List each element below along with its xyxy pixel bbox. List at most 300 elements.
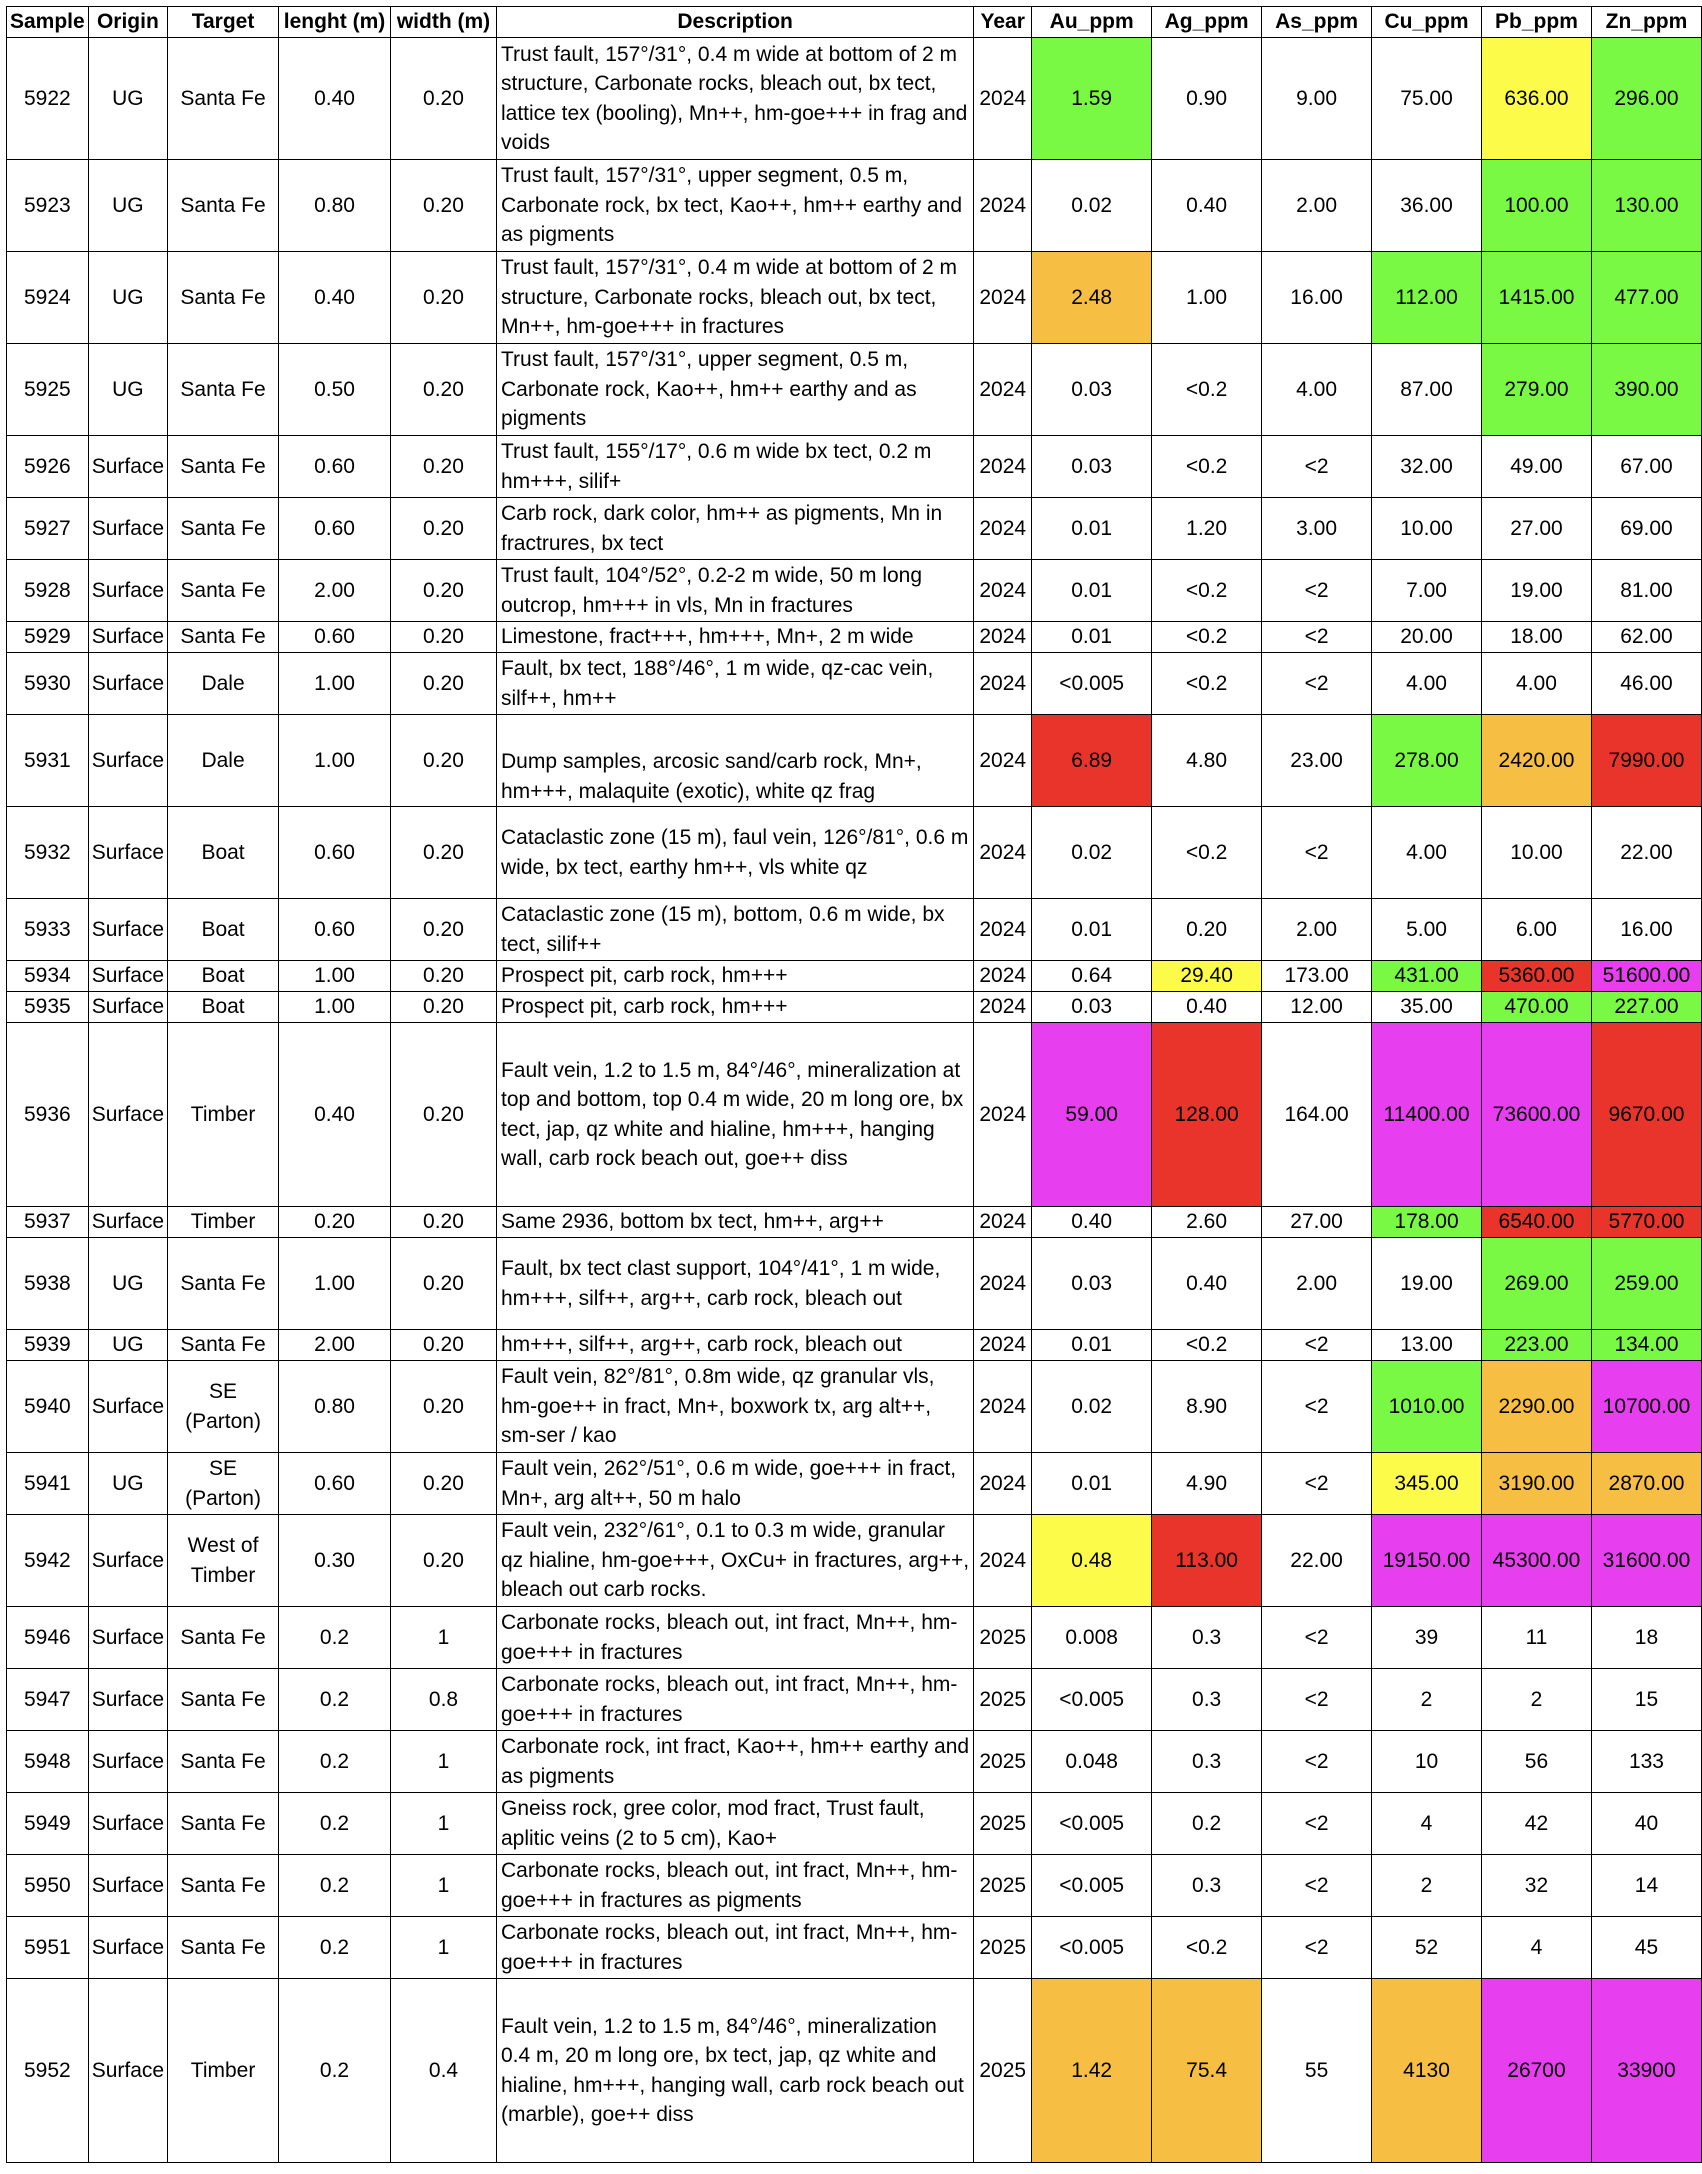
cell-pb: 10.00	[1482, 807, 1592, 899]
cell-pb: 269.00	[1482, 1238, 1592, 1330]
cell-ag: 0.3	[1152, 1731, 1262, 1793]
cell-cu: 32.00	[1372, 436, 1482, 498]
cell-length: 0.60	[279, 436, 391, 498]
table-row	[7, 899, 1702, 961]
cell-length: 0.60	[279, 807, 391, 899]
cell-origin: Surface	[88, 498, 167, 560]
cell-length: 1.00	[279, 992, 391, 1023]
cell-origin: Surface	[88, 961, 167, 992]
cell-cu: 278.00	[1372, 715, 1482, 807]
cell-pb: 2	[1482, 1669, 1592, 1731]
cell-sample: 5951	[7, 1917, 89, 1979]
cell-cu: 10.00	[1372, 498, 1482, 560]
cell-zn: 45	[1591, 1917, 1701, 1979]
cell-as: <2	[1262, 1607, 1372, 1669]
cell-zn: 15	[1591, 1669, 1701, 1731]
cell-sample: 5925	[7, 344, 89, 436]
cell-origin: Surface	[88, 622, 167, 653]
cell-pb: 18.00	[1482, 622, 1592, 653]
cell-description: Fault vein, 82°/81°, 0.8m wide, qz granular vls, hm-goe++ in fract, Mn+, boxwork tx, arg alt++, sm-ser / kao	[496, 1361, 973, 1453]
cell-width: 0.20	[391, 1238, 497, 1330]
cell-target: Dale	[168, 715, 279, 807]
cell-width: 0.20	[391, 38, 497, 160]
cell-pb: 636.00	[1482, 38, 1592, 160]
cell-width: 0.20	[391, 1207, 497, 1238]
cell-as: 173.00	[1262, 961, 1372, 992]
cell-origin: Surface	[88, 1917, 167, 1979]
cell-year: 2024	[974, 715, 1032, 807]
cell-as: 2.00	[1262, 160, 1372, 252]
cell-width: 0.20	[391, 653, 497, 715]
cell-year: 2024	[974, 436, 1032, 498]
cell-target: Boat	[168, 807, 279, 899]
cell-sample: 5926	[7, 436, 89, 498]
cell-target: SE (Parton)	[168, 1453, 279, 1515]
cell-sample: 5937	[7, 1207, 89, 1238]
cell-au: 0.02	[1032, 1361, 1152, 1453]
cell-length: 0.60	[279, 899, 391, 961]
cell-year: 2025	[974, 1855, 1032, 1917]
cell-cu: 4	[1372, 1793, 1482, 1855]
cell-length: 2.00	[279, 1330, 391, 1361]
cell-as: <2	[1262, 1361, 1372, 1453]
cell-zn: 40	[1591, 1793, 1701, 1855]
header-target: Target	[168, 7, 279, 38]
cell-target: Santa Fe	[168, 344, 279, 436]
cell-cu: 7.00	[1372, 560, 1482, 622]
cell-length: 0.2	[279, 1607, 391, 1669]
cell-description: Carbonate rock, int fract, Kao++, hm++ earthy and as pigments	[496, 1731, 973, 1793]
cell-length: 0.80	[279, 1361, 391, 1453]
cell-target: Santa Fe	[168, 1669, 279, 1731]
cell-length: 0.2	[279, 1917, 391, 1979]
cell-ag: 113.00	[1152, 1515, 1262, 1607]
cell-origin: Surface	[88, 436, 167, 498]
cell-au: 0.008	[1032, 1607, 1152, 1669]
cell-au: 0.048	[1032, 1731, 1152, 1793]
table-body	[7, 38, 1702, 2163]
cell-width: 0.20	[391, 1361, 497, 1453]
cell-cu: 178.00	[1372, 1207, 1482, 1238]
cell-ag: 0.40	[1152, 160, 1262, 252]
cell-year: 2024	[974, 38, 1032, 160]
cell-pb: 6.00	[1482, 899, 1592, 961]
table-row	[7, 560, 1702, 622]
cell-origin: Surface	[88, 899, 167, 961]
cell-as: 16.00	[1262, 252, 1372, 344]
cell-sample: 5947	[7, 1669, 89, 1731]
cell-year: 2024	[974, 344, 1032, 436]
cell-target: SE (Parton)	[168, 1361, 279, 1453]
cell-cu: 20.00	[1372, 622, 1482, 653]
header-as: As_ppm	[1262, 7, 1372, 38]
cell-origin: UG	[88, 1238, 167, 1330]
cell-au: 1.59	[1032, 38, 1152, 160]
cell-pb: 56	[1482, 1731, 1592, 1793]
cell-zn: 14	[1591, 1855, 1701, 1917]
cell-as: <2	[1262, 1917, 1372, 1979]
cell-target: Santa Fe	[168, 498, 279, 560]
cell-width: 0.20	[391, 1515, 497, 1607]
header-length: lenght (m)	[279, 7, 391, 38]
cell-as: 12.00	[1262, 992, 1372, 1023]
cell-origin: UG	[88, 160, 167, 252]
table-row	[7, 653, 1702, 715]
cell-zn: 259.00	[1591, 1238, 1701, 1330]
cell-pb: 6540.00	[1482, 1207, 1592, 1238]
cell-au: <0.005	[1032, 1917, 1152, 1979]
cell-description: Trust fault, 157°/31°, 0.4 m wide at bottom of 2 m structure, Carbonate rocks, bleach out, bx tect, lattice tex (booling), Mn++, hm-goe+++ in frag and voids	[496, 38, 973, 160]
cell-length: 0.60	[279, 1453, 391, 1515]
cell-sample: 5950	[7, 1855, 89, 1917]
cell-origin: Surface	[88, 992, 167, 1023]
cell-as: <2	[1262, 436, 1372, 498]
cell-year: 2024	[974, 1515, 1032, 1607]
cell-sample: 5940	[7, 1361, 89, 1453]
header-ag: Ag_ppm	[1152, 7, 1262, 38]
cell-sample: 5930	[7, 653, 89, 715]
cell-pb: 42	[1482, 1793, 1592, 1855]
cell-width: 0.20	[391, 1453, 497, 1515]
cell-description: Carb rock, dark color, hm++ as pigments, Mn in fractrures, bx tect	[496, 498, 973, 560]
cell-year: 2025	[974, 1979, 1032, 2163]
cell-target: Dale	[168, 653, 279, 715]
cell-ag: 4.90	[1152, 1453, 1262, 1515]
cell-zn: 133	[1591, 1731, 1701, 1793]
cell-description: Prospect pit, carb rock, hm+++	[496, 961, 973, 992]
cell-ag: <0.2	[1152, 344, 1262, 436]
cell-description: Carbonate rocks, bleach out, int fract, Mn++, hm-goe+++ in fractures	[496, 1669, 973, 1731]
cell-year: 2025	[974, 1731, 1032, 1793]
cell-target: Santa Fe	[168, 1731, 279, 1793]
cell-pb: 2290.00	[1482, 1361, 1592, 1453]
header-year: Year	[974, 7, 1032, 38]
cell-as: <2	[1262, 807, 1372, 899]
cell-description: Fault vein, 1.2 to 1.5 m, 84°/46°, mineralization at top and bottom, top 0.4 m wide, 20 m long ore, bx tect, jap, qz white and hialine, hm+++, hanging wall, carb rock beach out, goe++ diss	[496, 1023, 973, 1207]
cell-cu: 10	[1372, 1731, 1482, 1793]
cell-zn: 31600.00	[1591, 1515, 1701, 1607]
cell-ag: 0.3	[1152, 1669, 1262, 1731]
cell-ag: 1.20	[1152, 498, 1262, 560]
cell-year: 2024	[974, 1453, 1032, 1515]
cell-origin: Surface	[88, 1793, 167, 1855]
cell-sample: 5922	[7, 38, 89, 160]
cell-sample: 5932	[7, 807, 89, 899]
cell-zn: 5770.00	[1591, 1207, 1701, 1238]
cell-cu: 75.00	[1372, 38, 1482, 160]
cell-au: 0.03	[1032, 344, 1152, 436]
cell-year: 2024	[974, 653, 1032, 715]
cell-sample: 5929	[7, 622, 89, 653]
cell-origin: UG	[88, 344, 167, 436]
cell-ag: 0.40	[1152, 992, 1262, 1023]
table-row	[7, 1361, 1702, 1453]
cell-description: Prospect pit, carb rock, hm+++	[496, 992, 973, 1023]
cell-sample: 5927	[7, 498, 89, 560]
cell-origin: Surface	[88, 653, 167, 715]
cell-length: 2.00	[279, 560, 391, 622]
cell-pb: 49.00	[1482, 436, 1592, 498]
cell-cu: 345.00	[1372, 1453, 1482, 1515]
cell-description: Fault, bx tect clast support, 104°/41°, 1 m wide, hm+++, silf++, arg++, carb rock, bleach out	[496, 1238, 973, 1330]
cell-width: 0.20	[391, 992, 497, 1023]
cell-target: Santa Fe	[168, 160, 279, 252]
cell-cu: 4.00	[1372, 653, 1482, 715]
cell-length: 0.2	[279, 1855, 391, 1917]
cell-cu: 112.00	[1372, 252, 1482, 344]
cell-description: Carbonate rocks, bleach out, int fract, Mn++, hm-goe+++ in fractures as pigments	[496, 1855, 973, 1917]
cell-ag: 128.00	[1152, 1023, 1262, 1207]
cell-width: 0.4	[391, 1979, 497, 2163]
cell-target: Boat	[168, 961, 279, 992]
cell-length: 0.80	[279, 160, 391, 252]
cell-cu: 11400.00	[1372, 1023, 1482, 1207]
cell-cu: 19.00	[1372, 1238, 1482, 1330]
cell-au: 0.01	[1032, 899, 1152, 961]
cell-au: 2.48	[1032, 252, 1152, 344]
cell-as: <2	[1262, 1731, 1372, 1793]
cell-pb: 5360.00	[1482, 961, 1592, 992]
cell-target: Boat	[168, 992, 279, 1023]
cell-ag: 0.3	[1152, 1607, 1262, 1669]
cell-zn: 390.00	[1591, 344, 1701, 436]
cell-width: 1	[391, 1917, 497, 1979]
cell-au: 0.64	[1032, 961, 1152, 992]
cell-cu: 2	[1372, 1669, 1482, 1731]
cell-description: Fault vein, 262°/51°, 0.6 m wide, goe+++ in fract, Mn+, arg alt++, 50 m halo	[496, 1453, 973, 1515]
cell-zn: 296.00	[1591, 38, 1701, 160]
cell-target: Santa Fe	[168, 1238, 279, 1330]
cell-year: 2024	[974, 1207, 1032, 1238]
table-row	[7, 1979, 1702, 2163]
cell-as: 4.00	[1262, 344, 1372, 436]
cell-target: Santa Fe	[168, 252, 279, 344]
cell-sample: 5933	[7, 899, 89, 961]
cell-origin: Surface	[88, 1855, 167, 1917]
cell-year: 2024	[974, 252, 1032, 344]
header-width: width (m)	[391, 7, 497, 38]
cell-ag: <0.2	[1152, 436, 1262, 498]
cell-description: Trust fault, 157°/31°, upper segment, 0.5 m, Carbonate rock, Kao++, hm++ earthy and as pigments	[496, 344, 973, 436]
cell-zn: 18	[1591, 1607, 1701, 1669]
table-row	[7, 1855, 1702, 1917]
cell-width: 0.20	[391, 807, 497, 899]
cell-width: 0.8	[391, 1669, 497, 1731]
cell-target: West of Timber	[168, 1515, 279, 1607]
table-row	[7, 1023, 1702, 1207]
cell-pb: 279.00	[1482, 344, 1592, 436]
cell-ag: <0.2	[1152, 622, 1262, 653]
cell-target: Santa Fe	[168, 1607, 279, 1669]
header-row	[7, 7, 1702, 38]
cell-ag: <0.2	[1152, 1917, 1262, 1979]
cell-target: Boat	[168, 899, 279, 961]
cell-as: 27.00	[1262, 1207, 1372, 1238]
cell-zn: 134.00	[1591, 1330, 1701, 1361]
cell-origin: Surface	[88, 1979, 167, 2163]
cell-pb: 45300.00	[1482, 1515, 1592, 1607]
table-row	[7, 160, 1702, 252]
cell-au: 0.01	[1032, 622, 1152, 653]
cell-origin: UG	[88, 1330, 167, 1361]
header-origin: Origin	[88, 7, 167, 38]
cell-origin: UG	[88, 252, 167, 344]
cell-description: Limestone, fract+++, hm+++, Mn+, 2 m wide	[496, 622, 973, 653]
cell-description: Fault, bx tect, 188°/46°, 1 m wide, qz-cac vein, silf++, hm++	[496, 653, 973, 715]
table-row	[7, 1330, 1702, 1361]
cell-target: Timber	[168, 1207, 279, 1238]
cell-ag: 1.00	[1152, 252, 1262, 344]
cell-length: 1.00	[279, 1238, 391, 1330]
cell-zn: 67.00	[1591, 436, 1701, 498]
cell-year: 2025	[974, 1607, 1032, 1669]
cell-pb: 470.00	[1482, 992, 1592, 1023]
cell-length: 0.20	[279, 1207, 391, 1238]
cell-year: 2024	[974, 1023, 1032, 1207]
cell-ag: 4.80	[1152, 715, 1262, 807]
cell-origin: Surface	[88, 1023, 167, 1207]
cell-length: 0.2	[279, 1793, 391, 1855]
cell-au: 0.03	[1032, 1238, 1152, 1330]
cell-sample: 5939	[7, 1330, 89, 1361]
cell-width: 0.20	[391, 436, 497, 498]
cell-width: 1	[391, 1607, 497, 1669]
cell-as: <2	[1262, 560, 1372, 622]
cell-ag: 29.40	[1152, 961, 1262, 992]
cell-ag: 0.2	[1152, 1793, 1262, 1855]
cell-description: Carbonate rocks, bleach out, int fract, Mn++, hm-goe+++ in fractures	[496, 1607, 973, 1669]
cell-zn: 69.00	[1591, 498, 1701, 560]
cell-as: 2.00	[1262, 899, 1372, 961]
cell-sample: 5935	[7, 992, 89, 1023]
cell-sample: 5942	[7, 1515, 89, 1607]
table-row	[7, 38, 1702, 160]
cell-pb: 19.00	[1482, 560, 1592, 622]
cell-length: 0.2	[279, 1731, 391, 1793]
cell-zn: 62.00	[1591, 622, 1701, 653]
cell-target: Santa Fe	[168, 1917, 279, 1979]
cell-as: <2	[1262, 1855, 1372, 1917]
cell-year: 2024	[974, 622, 1032, 653]
cell-au: <0.005	[1032, 1793, 1152, 1855]
cell-width: 0.20	[391, 160, 497, 252]
cell-as: <2	[1262, 653, 1372, 715]
cell-zn: 16.00	[1591, 899, 1701, 961]
cell-width: 0.20	[391, 344, 497, 436]
cell-cu: 35.00	[1372, 992, 1482, 1023]
cell-pb: 11	[1482, 1607, 1592, 1669]
cell-width: 0.20	[391, 498, 497, 560]
cell-as: 9.00	[1262, 38, 1372, 160]
cell-cu: 431.00	[1372, 961, 1482, 992]
cell-pb: 223.00	[1482, 1330, 1592, 1361]
cell-origin: Surface	[88, 1731, 167, 1793]
cell-ag: 2.60	[1152, 1207, 1262, 1238]
cell-sample: 5934	[7, 961, 89, 992]
cell-zn: 130.00	[1591, 160, 1701, 252]
header-au: Au_ppm	[1032, 7, 1152, 38]
table-row	[7, 1917, 1702, 1979]
cell-ag: <0.2	[1152, 1330, 1262, 1361]
cell-as: 3.00	[1262, 498, 1372, 560]
cell-origin: Surface	[88, 560, 167, 622]
cell-description: Fault vein, 1.2 to 1.5 m, 84°/46°, mineralization 0.4 m, 20 m long ore, bx tect, jap, qz white and hialine, hm+++, hanging wall, carb rock beach out (marble), goe++ diss	[496, 1979, 973, 2163]
cell-sample: 5946	[7, 1607, 89, 1669]
cell-pb: 73600.00	[1482, 1023, 1592, 1207]
cell-sample: 5938	[7, 1238, 89, 1330]
cell-length: 0.50	[279, 344, 391, 436]
cell-target: Timber	[168, 1979, 279, 2163]
cell-zn: 2870.00	[1591, 1453, 1701, 1515]
cell-year: 2025	[974, 1917, 1032, 1979]
cell-au: 59.00	[1032, 1023, 1152, 1207]
cell-ag: 0.90	[1152, 38, 1262, 160]
cell-width: 1	[391, 1855, 497, 1917]
cell-length: 0.40	[279, 252, 391, 344]
cell-zn: 46.00	[1591, 653, 1701, 715]
cell-au: 0.01	[1032, 1453, 1152, 1515]
cell-ag: <0.2	[1152, 560, 1262, 622]
cell-cu: 2	[1372, 1855, 1482, 1917]
cell-sample: 5931	[7, 715, 89, 807]
table-row	[7, 252, 1702, 344]
cell-pb: 2420.00	[1482, 715, 1592, 807]
cell-description: Trust fault, 155°/17°, 0.6 m wide bx tect, 0.2 m hm+++, silif+	[496, 436, 973, 498]
cell-description: Trust fault, 157°/31°, 0.4 m wide at bottom of 2 m structure, Carbonate rocks, bleach out, bx tect, Mn++, hm-goe+++ in fractures	[496, 252, 973, 344]
cell-ag: 8.90	[1152, 1361, 1262, 1453]
cell-year: 2024	[974, 1330, 1032, 1361]
cell-cu: 39	[1372, 1607, 1482, 1669]
cell-sample: 5948	[7, 1731, 89, 1793]
cell-au: 0.03	[1032, 436, 1152, 498]
cell-zn: 227.00	[1591, 992, 1701, 1023]
cell-zn: 51600.00	[1591, 961, 1701, 992]
table-row	[7, 1793, 1702, 1855]
cell-zn: 477.00	[1591, 252, 1701, 344]
cell-description: Trust fault, 157°/31°, upper segment, 0.5 m, Carbonate rock, bx tect, Kao++, hm++ earthy and as pigments	[496, 160, 973, 252]
cell-zn: 22.00	[1591, 807, 1701, 899]
assay-results-table	[6, 6, 1702, 2163]
cell-au: 1.42	[1032, 1979, 1152, 2163]
header-description: Description	[496, 7, 973, 38]
cell-pb: 4.00	[1482, 653, 1592, 715]
table-row	[7, 715, 1702, 807]
cell-description: Cataclastic zone (15 m), faul vein, 126°/81°, 0.6 m wide, bx tect, earthy hm++, vls white qz	[496, 807, 973, 899]
cell-cu: 36.00	[1372, 160, 1482, 252]
cell-length: 0.60	[279, 622, 391, 653]
cell-description: Dump samples, arcosic sand/carb rock, Mn+, hm+++, malaquite (exotic), white qz frag	[496, 715, 973, 807]
cell-au: 0.01	[1032, 560, 1152, 622]
cell-zn: 10700.00	[1591, 1361, 1701, 1453]
cell-description: Fault vein, 232°/61°, 0.1 to 0.3 m wide, granular qz hialine, hm-goe+++, OxCu+ in fractures, arg++, bleach out carb rocks.	[496, 1515, 973, 1607]
cell-width: 0.20	[391, 622, 497, 653]
header-pb: Pb_ppm	[1482, 7, 1592, 38]
table-row	[7, 1453, 1702, 1515]
cell-year: 2025	[974, 1793, 1032, 1855]
cell-width: 0.20	[391, 252, 497, 344]
cell-target: Santa Fe	[168, 1855, 279, 1917]
cell-sample: 5952	[7, 1979, 89, 2163]
cell-length: 0.30	[279, 1515, 391, 1607]
cell-year: 2024	[974, 899, 1032, 961]
cell-cu: 13.00	[1372, 1330, 1482, 1361]
cell-ag: 0.40	[1152, 1238, 1262, 1330]
cell-zn: 7990.00	[1591, 715, 1701, 807]
cell-sample: 5941	[7, 1453, 89, 1515]
cell-au: 0.02	[1032, 807, 1152, 899]
cell-au: 0.01	[1032, 498, 1152, 560]
cell-origin: Surface	[88, 1207, 167, 1238]
